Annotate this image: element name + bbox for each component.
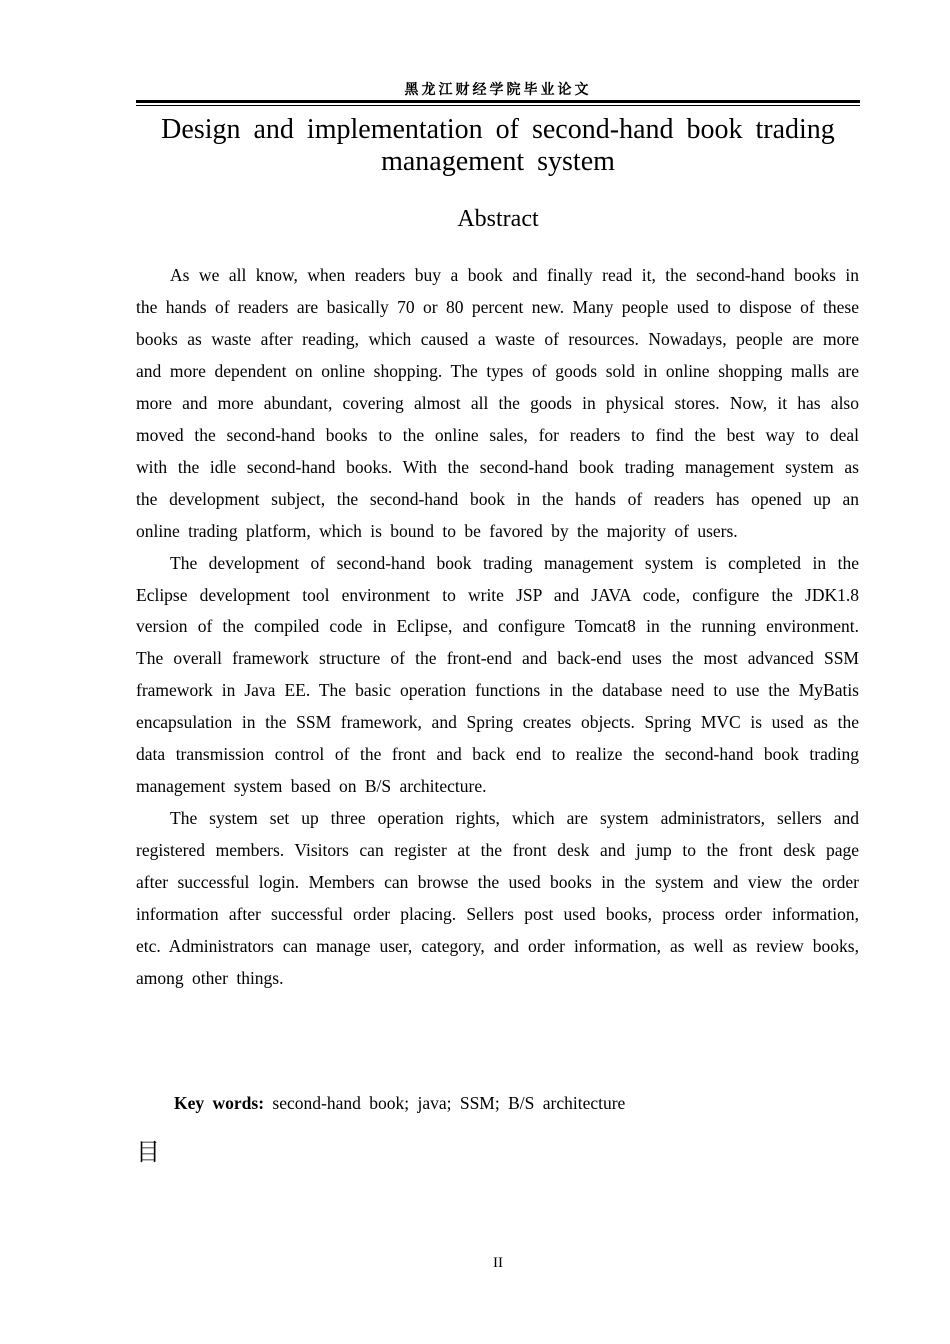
abstract-body [136,260,859,995]
keywords-line [174,1093,625,1114]
header-rule-thin [136,105,860,106]
abstract-paragraph-1: As we all know, when readers buy a book and finally read it, the second-hand books in the hands of readers are basically 70 or 80 percent new. Many people used to dispose of these books as waste after reading, which caused a waste of resources. Nowadays, people are more and more dependent on online shopping. The types of goods sold in online shopping malls are more and more abundant, covering almost all the goods in physical stores. Now, it has also moved the second-hand books to the online sales, for readers to find the best way to deal with the idle second-hand books. With the second-hand book trading management system as the development subject, the second-hand book in the hands of readers has opened up an online trading platform, which is bound to be favored by the majority of users. [136,265,859,541]
abstract-paragraph-3: The system set up three operation rights, which are system administrators, sellers and registered members. Visitors can register at the front desk and jump to the front desk page after successful login. Members can browse the used books in the system and view the order information after successful order placing. Sellers post used books, process order information, etc. Administrators can manage user, category, and order information, as well as review books, among other things. [136,808,859,988]
paper-title: Design and implementation of second-hand book trading management system [161,114,835,177]
running-header: 黑龙江财经学院毕业论文 [404,82,592,98]
page-number: II [493,1255,503,1271]
abstract-heading: Abstract [457,206,539,232]
toc-heading-fragment: 目 [136,1138,160,1166]
header-rule-thick [136,100,860,103]
abstract-paragraph-2: The development of second-hand book trading management system is completed in the Eclipse development tool environment to write JSP and JAVA code, configure the JDK1.8 version of the compiled code in Eclipse, and configure Tomcat8 in the running environment. The overall framework structure of the front-end and back-end uses the most advanced SSM framework in Java EE. The basic operation functions in the database need to use the MyBatis encapsulation in the SSM framework, and Spring creates objects. Spring MVC is used as the data transmission control of the front and back end to realize the second-hand book trading management system based on B/S architecture. [136,552,859,797]
keywords-label: Key words: [174,1093,265,1113]
keywords-value: second-hand book; java; SSM; B/S architecture [272,1093,626,1113]
